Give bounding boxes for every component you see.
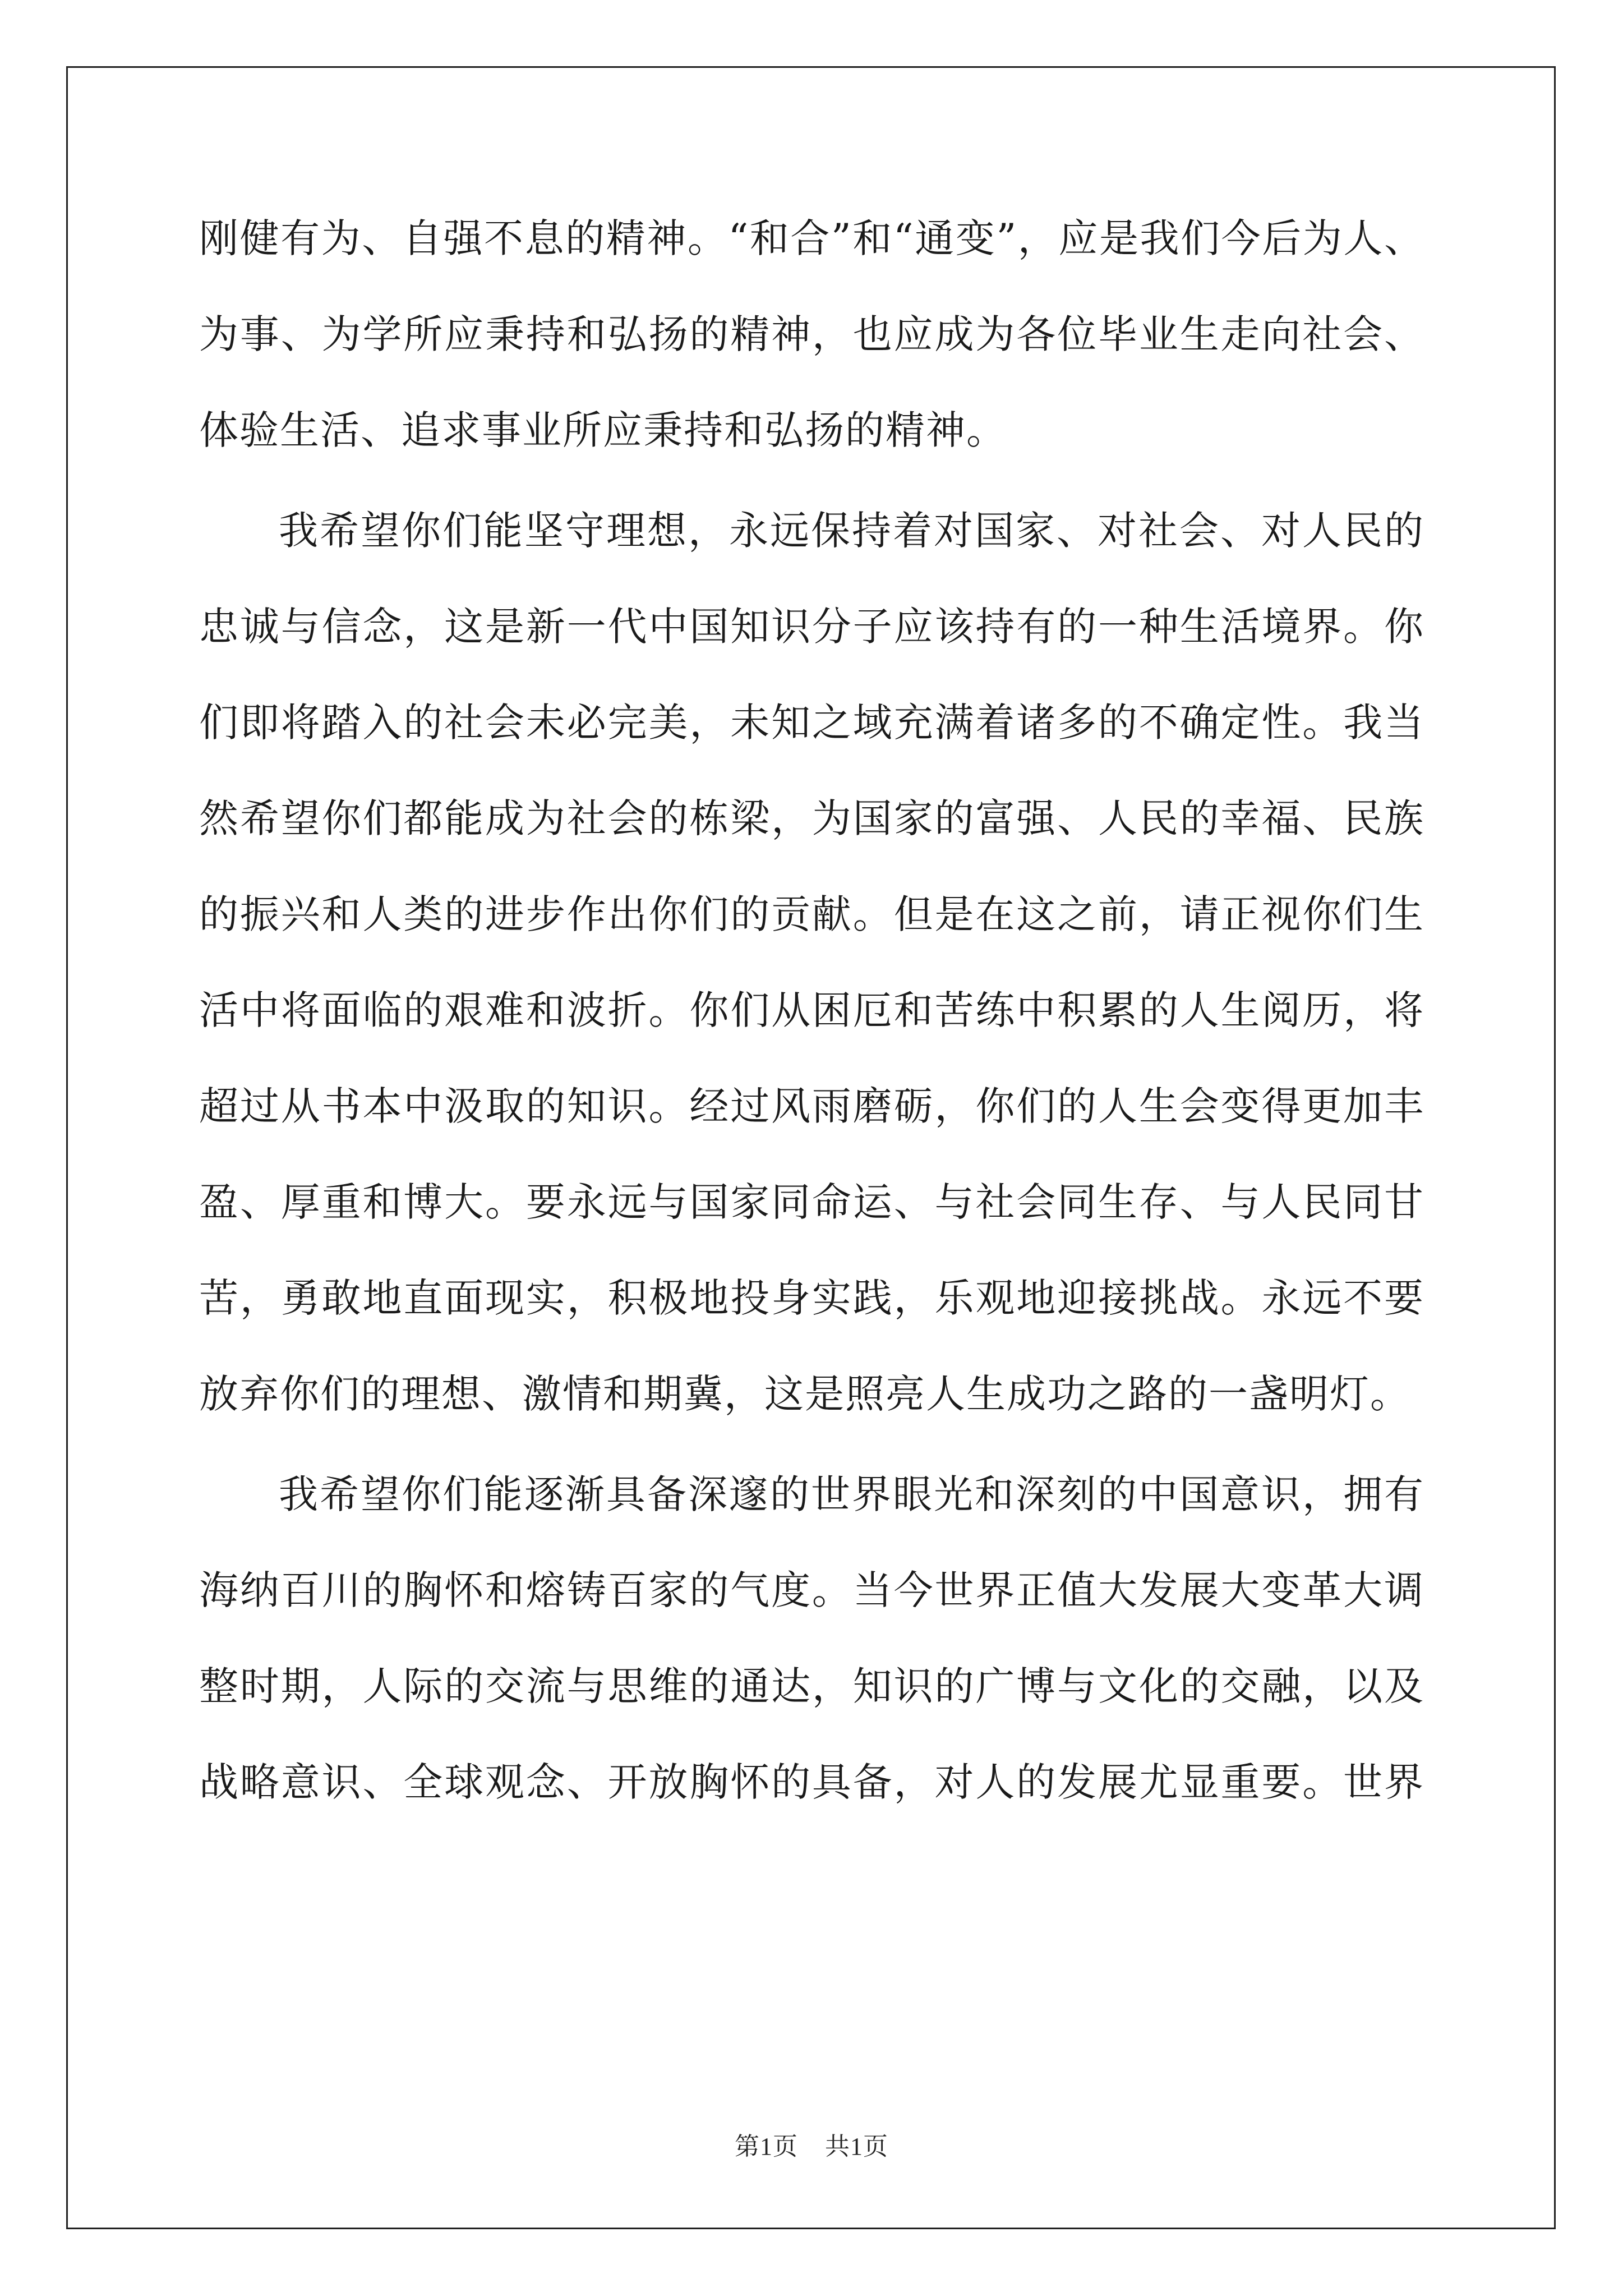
text-line: 放弃你们的理想、激情和期冀，这是照亮人生成功之路的一盏明灯。 xyxy=(199,1371,1410,1417)
page-number-total: 共1页 xyxy=(825,2133,888,2160)
text-line: 海纳百川的胸怀和熔铸百家的气度。当今世界正值大发展大变革大调 xyxy=(199,1567,1424,1613)
text-line: 我希望你们能逐渐具备深邃的世界眼光和深刻的中国意识，拥有 xyxy=(279,1471,1424,1517)
text-line: 活中将面临的艰难和波折。你们从困厄和苦练中积累的人生阅历，将 xyxy=(199,987,1424,1033)
text-line: 苦，勇敢地直面现实，积极地投身实践，乐观地迎接挑战。永远不要 xyxy=(199,1275,1424,1321)
text-line: 然希望你们都能成为社会的栋梁，为国家的富强、人民的幸福、民族 xyxy=(199,795,1424,841)
text-line: 整时期，人际的交流与思维的通达，知识的广博与文化的交融，以及 xyxy=(199,1663,1424,1709)
text-line: 超过从书本中汲取的知识。经过风雨磨砺，你们的人生会变得更加丰 xyxy=(199,1083,1424,1129)
text-line: 忠诚与信念，这是新一代中国知识分子应该持有的一种生活境界。你 xyxy=(199,604,1424,650)
text-line: 我希望你们能坚守理想，永远保持着对国家、对社会、对人民的 xyxy=(279,508,1424,554)
page-footer xyxy=(0,2126,1623,2162)
text-line: 战略意识、全球观念、开放胸怀的具备，对人的发展尤显重要。世界 xyxy=(199,1759,1424,1805)
text-line: 体验生活、追求事业所应秉持和弘扬的精神。 xyxy=(199,407,1007,453)
document-body xyxy=(199,191,1424,1830)
text-line: 刚健有为、自强不息的精神。“和合”和“通变”，应是我们今后为人、 xyxy=(199,215,1424,261)
text-line: 们即将踏入的社会未必完美，未知之域充满着诸多的不确定性。我当 xyxy=(199,700,1424,746)
text-line: 的振兴和人类的进步作出你们的贡献。但是在这之前，请正视你们生 xyxy=(199,891,1424,937)
page-number-current: 第1页 xyxy=(735,2133,798,2160)
text-line: 为事、为学所应秉持和弘扬的精神，也应成为各位毕业生走向社会、 xyxy=(199,311,1424,357)
text-line: 盈、厚重和博大。要永远与国家同命运、与社会同生存、与人民同甘 xyxy=(199,1179,1424,1225)
